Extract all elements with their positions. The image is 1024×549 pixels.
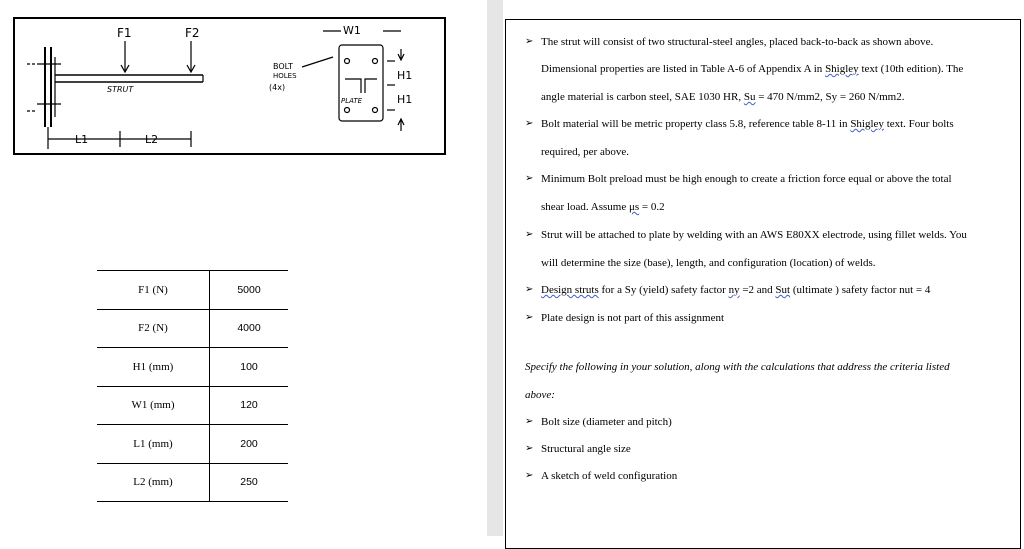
bullet-text: Minimum Bolt preload must be high enough to create a friction force equal or above the total bbox=[541, 173, 952, 185]
bullet-strut-line2 bbox=[541, 63, 963, 75]
sketch-label-f2: F2 bbox=[185, 26, 200, 40]
text-span: Sut bbox=[775, 284, 791, 296]
table-row bbox=[97, 425, 288, 464]
text-span: ny bbox=[728, 284, 740, 296]
bullet-text: The strut will consist of two structural-steel angles, placed back-to-back as shown above. bbox=[541, 36, 934, 48]
bullet-strut-line3 bbox=[541, 91, 904, 103]
row-label: F2 (N) bbox=[97, 309, 210, 348]
row-value: 250 bbox=[240, 476, 258, 489]
sketch-label-l1: L1 bbox=[75, 133, 89, 146]
sketch-label-w1: W1 bbox=[343, 24, 361, 37]
table-row bbox=[97, 386, 288, 425]
sketch-label-plate: PLATE bbox=[341, 97, 363, 105]
bullet-text bbox=[541, 118, 954, 130]
bullet-text bbox=[541, 284, 930, 296]
strut-sketch bbox=[13, 17, 446, 155]
table-row bbox=[97, 348, 288, 387]
row-label: L1 (mm) bbox=[97, 425, 210, 464]
bullet-arrow-icon: ➢ bbox=[525, 416, 534, 427]
specify-paragraph-line2: above: bbox=[525, 389, 555, 401]
row-label: L2 (mm) bbox=[97, 463, 210, 502]
sketch-label-h1-bottom: H1 bbox=[397, 93, 413, 106]
table-row bbox=[97, 309, 288, 348]
row-value: 4000 bbox=[237, 322, 261, 335]
text-span: for a Sy (yield) safety factor bbox=[598, 284, 729, 296]
specify-paragraph-line1: Specify the following in your solution, along with the calculations that address the criteria listed bbox=[525, 361, 950, 373]
bullet-text: Plate design is not part of this assignment bbox=[541, 312, 725, 324]
row-value: 5000 bbox=[237, 283, 261, 296]
sketch-label-f1: F1 bbox=[117, 26, 132, 40]
bullet-weld-line2: will determine the size (base), length, and configuration (location) of welds. bbox=[541, 257, 876, 269]
text-span: Shigley bbox=[850, 118, 884, 130]
bullet-preload-line2 bbox=[541, 201, 665, 213]
sketch-drawing bbox=[15, 19, 448, 157]
sketch-label-strut: STRUT bbox=[107, 85, 134, 94]
text-span: (ultimate ) safety factor nut = 4 bbox=[790, 284, 931, 296]
row-label: W1 (mm) bbox=[97, 386, 210, 425]
bullet-arrow-icon: ➢ bbox=[525, 173, 534, 184]
bullet-arrow-icon: ➢ bbox=[525, 443, 534, 454]
row-label: H1 (mm) bbox=[97, 348, 210, 387]
sketch-label-bolt: BOLT bbox=[273, 62, 293, 71]
sketch-label-h1-top: H1 bbox=[397, 69, 413, 82]
table-row bbox=[97, 271, 288, 310]
bullet-text: A sketch of weld configuration bbox=[541, 470, 678, 482]
text-span: Bolt material will be metric property class 5.8, reference table 8-11 in bbox=[541, 118, 851, 130]
bullet-text: Bolt size (diameter and pitch) bbox=[541, 416, 672, 428]
text-span: angle material is carbon steel, SAE 1030 HR, bbox=[541, 91, 744, 103]
text-span: μs bbox=[628, 201, 640, 213]
bullet-arrow-icon: ➢ bbox=[525, 229, 534, 240]
row-value: 200 bbox=[240, 437, 258, 450]
text-span: Dimensional properties are listed in Table A-6 of Appendix A in bbox=[541, 63, 826, 75]
bullet-text: Strut will be attached to plate by welding with an AWS E80XX electrode, using fillet welds. You bbox=[541, 229, 967, 241]
row-value: 120 bbox=[240, 399, 258, 412]
text-span: Shigley bbox=[825, 63, 859, 75]
sketch-label-4x: (4x) bbox=[269, 83, 286, 92]
sketch-label-l2: L2 bbox=[145, 133, 159, 146]
table-row bbox=[97, 463, 288, 502]
sketch-label-holes: HOLES bbox=[273, 72, 297, 80]
text-span: shear load. Assume bbox=[541, 201, 629, 213]
bullet-arrow-icon: ➢ bbox=[525, 118, 534, 129]
bullet-arrow-icon: ➢ bbox=[525, 284, 534, 295]
text-span: =2 and bbox=[739, 284, 776, 296]
text-span: = 470 N/mm2, Sy = 260 N/mm2. bbox=[755, 91, 905, 103]
row-value: 100 bbox=[240, 360, 258, 373]
bullet-arrow-icon: ➢ bbox=[525, 470, 534, 481]
text-span: = 0.2 bbox=[639, 201, 665, 213]
text-span: text (10th edition). The bbox=[858, 63, 964, 75]
bullet-text: Structural angle size bbox=[541, 443, 631, 455]
bullet-arrow-icon: ➢ bbox=[525, 36, 534, 47]
bullet-bolt-line2: required, per above. bbox=[541, 146, 629, 158]
properties-table bbox=[97, 270, 288, 502]
text-span: Design struts bbox=[541, 284, 599, 296]
bullet-arrow-icon: ➢ bbox=[525, 312, 534, 323]
text-span: text. Four bolts bbox=[883, 118, 954, 130]
text-span: Su bbox=[743, 91, 756, 103]
page-gutter bbox=[487, 0, 503, 536]
row-label: F1 (N) bbox=[97, 271, 210, 310]
